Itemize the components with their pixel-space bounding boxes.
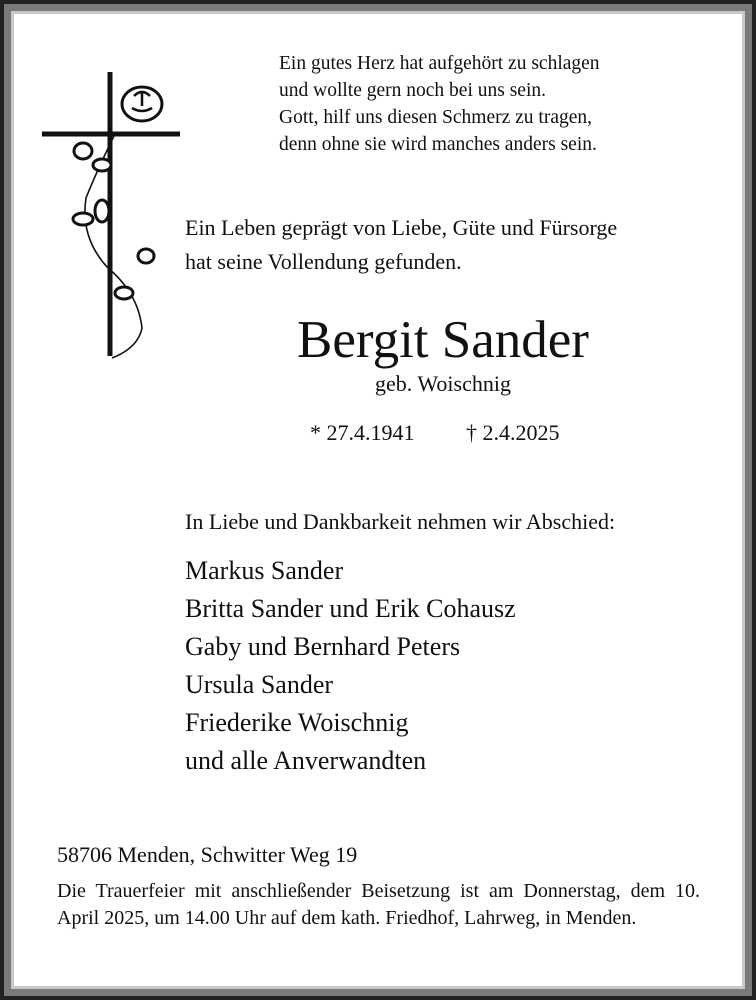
birth-date: * 27.4.1941 — [310, 420, 415, 445]
poem-line: Ein gutes Herz hat aufgehört zu schlagen — [279, 53, 600, 74]
mourner: Britta Sander und Erik Cohausz — [185, 594, 516, 623]
mourner: Friederike Woischnig — [185, 708, 409, 737]
mourner: Gaby und Bernhard Peters — [185, 632, 461, 661]
address: 58706 Menden, Schwitter Weg 19 — [57, 842, 358, 867]
life-line: hat seine Vollendung gefunden. — [185, 249, 462, 274]
poem-line: Gott, hilf uns diesen Schmerz zu tragen, — [279, 107, 592, 128]
farewell-text: In Liebe und Dankbarkeit nehmen wir Abschied: — [185, 509, 616, 534]
life-line: Ein Leben geprägt von Liebe, Güte und Fürsorge — [185, 215, 618, 240]
poem-line: und wollte gern noch bei uns sein. — [279, 80, 546, 101]
mourner: und alle Anverwandten — [185, 746, 427, 775]
mourners-list — [185, 552, 516, 780]
mourner: Markus Sander — [185, 556, 344, 585]
life-statement — [185, 211, 617, 279]
funeral-service-info: Die Trauerfeier mit anschließender Beisetzung ist am Donnerstag, dem 10. April 2025, um 14.00 Uhr auf dem kath. Friedhof, Lahrweg, in Menden. — [57, 880, 700, 929]
deceased-name: Bergit Sander — [297, 311, 589, 369]
birth-name: geb. Woischnig — [375, 371, 511, 396]
mourner: Ursula Sander — [185, 670, 334, 699]
poem-line: denn ohne sie wird manches anders sein. — [279, 134, 597, 155]
poem — [279, 50, 600, 158]
death-date: † 2.4.2025 — [466, 420, 560, 445]
